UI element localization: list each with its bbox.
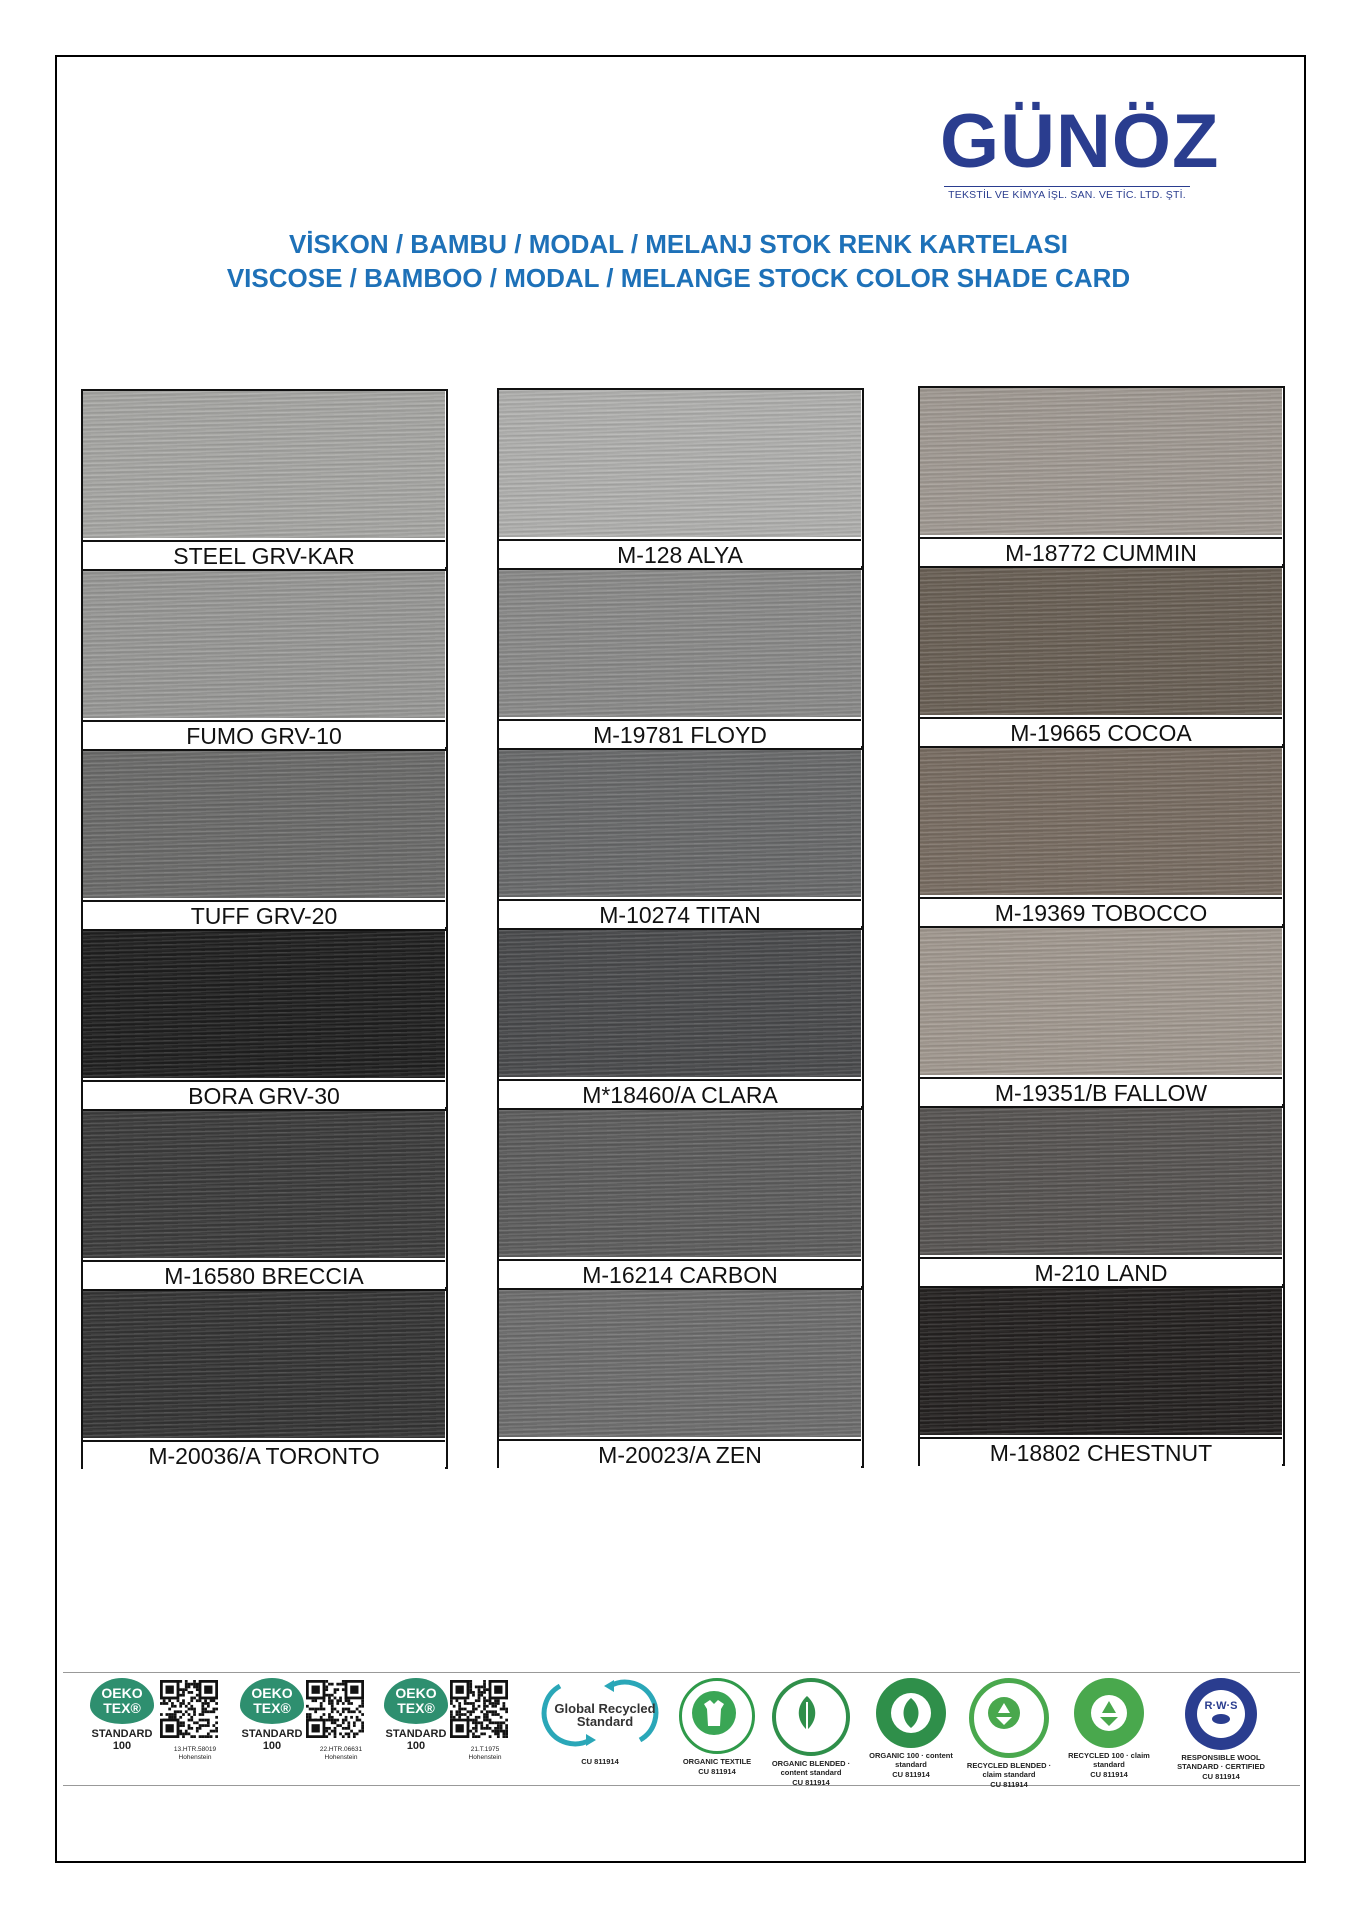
shade-card — [918, 566, 1285, 746]
rcs-blended-logo — [969, 1678, 1049, 1758]
shade-card — [81, 1289, 448, 1469]
gots-cu-code: CU 811914 — [698, 1767, 736, 1776]
shade-label: M-16580 BRECCIA — [83, 1260, 445, 1289]
ocs-blended-logo — [772, 1678, 850, 1756]
logo-wordmark: GÜNÖZ — [940, 99, 1220, 184]
shade-label: M-20023/A ZEN — [499, 1439, 861, 1468]
shade-card — [81, 389, 448, 569]
rcs-100-logo — [1074, 1678, 1144, 1748]
cert-strip-top-rule — [63, 1672, 1300, 1673]
logo-subtitle: TEKSTİL VE KİMYA İŞL. SAN. VE TİC. LTD. ŞTİ. — [944, 186, 1190, 201]
ocs-100-cu-code: CU 811914 — [892, 1770, 930, 1779]
shade-label: M-16214 CARBON — [499, 1259, 861, 1288]
qr-block-2 — [306, 1678, 376, 1784]
yarn-swatch — [83, 571, 445, 718]
leaf-icon — [876, 1678, 946, 1748]
recycle-icon — [1074, 1678, 1144, 1748]
yarn-swatch — [83, 1291, 445, 1438]
oeko-tex-badge-2 — [232, 1678, 312, 1784]
ocs-blended-title: ORGANIC BLENDED · content standard — [771, 1759, 851, 1777]
oeko-standard-label: STANDARD 100 — [385, 1728, 447, 1752]
shade-card — [918, 746, 1285, 926]
oeko-standard-label: STANDARD 100 — [91, 1728, 153, 1752]
oeko-standard-label: STANDARD 100 — [241, 1728, 303, 1752]
shade-label: M-19781 FLOYD — [499, 719, 861, 748]
gots-arc-text: ORGANIC TEXTILE — [682, 1757, 752, 1766]
ocs-100-badge — [866, 1678, 956, 1784]
shade-card — [918, 386, 1285, 566]
oeko-tex-logo: OEKO TEX® — [240, 1678, 304, 1724]
shade-label: M-128 ALYA — [499, 539, 861, 568]
shade-card — [81, 749, 448, 929]
rcs-100-cu-code: CU 811914 — [1090, 1770, 1128, 1779]
oeko-tex-logo: OEKO TEX® — [90, 1678, 154, 1724]
rws-center-label: R·W·S — [1204, 1700, 1238, 1712]
yarn-swatch — [920, 928, 1282, 1075]
ocs-100-logo — [876, 1678, 946, 1748]
shade-card — [497, 748, 864, 928]
yarn-swatch — [83, 751, 445, 898]
shade-card — [918, 1106, 1285, 1286]
yarn-swatch — [83, 1111, 445, 1258]
ocs-blended-cu-code: CU 811914 — [792, 1778, 830, 1787]
shade-card — [81, 569, 448, 749]
shade-label: M-19665 COCOA — [920, 717, 1282, 746]
yarn-swatch — [920, 1288, 1282, 1435]
yarn-swatch — [499, 570, 861, 717]
grs-title-line1: Global Recycled — [554, 1701, 656, 1716]
shade-label: M-210 LAND — [920, 1257, 1282, 1286]
rcs-blended-badge — [964, 1678, 1054, 1789]
cert-strip-bottom-rule — [63, 1785, 1300, 1786]
yarn-swatch — [920, 568, 1282, 715]
qr-code-icon — [450, 1680, 508, 1738]
rws-cu-code: CU 811914 — [1202, 1772, 1240, 1781]
rws-badge — [1166, 1678, 1276, 1784]
oeko-cert-code: 13.HTR.58019 Hohenstein — [173, 1746, 217, 1761]
shade-label: TUFF GRV-20 — [83, 900, 445, 929]
shade-card — [497, 1108, 864, 1288]
yarn-swatch — [499, 390, 861, 537]
gots-badge — [672, 1678, 762, 1784]
yarn-swatch — [499, 1290, 861, 1437]
leaf-icon — [776, 1682, 838, 1744]
gots-logo — [679, 1678, 755, 1754]
shade-label: M-20036/A TORONTO — [83, 1440, 445, 1469]
rcs-100-badge — [1064, 1678, 1154, 1784]
shade-label: M-18772 CUMMIN — [920, 537, 1282, 566]
qr-block-1 — [160, 1678, 230, 1784]
shade-label: M*18460/A CLARA — [499, 1079, 861, 1108]
yarn-swatch — [499, 930, 861, 1077]
yarn-swatch — [83, 391, 445, 538]
shade-card — [497, 388, 864, 568]
oeko-tex-badge-1 — [82, 1678, 162, 1784]
rcs-blended-title: RECYCLED BLENDED · claim standard — [966, 1761, 1052, 1779]
shade-card — [497, 1288, 864, 1468]
shade-card — [918, 926, 1285, 1106]
recycle-icon — [974, 1683, 1034, 1743]
shade-card — [81, 929, 448, 1109]
oeko-tex-badge-3 — [376, 1678, 456, 1784]
yarn-swatch — [499, 750, 861, 897]
shade-label: STEEL GRV-KAR — [83, 540, 445, 569]
oeko-cert-code: 21.T.1975 Hohenstein — [468, 1746, 502, 1761]
title-turkish: VİSKON / BAMBU / MODAL / MELANJ STOK RENK KARTELASI — [288, 229, 1069, 259]
shade-card — [81, 1109, 448, 1289]
ocs-blended-badge — [766, 1678, 856, 1787]
qr-block-3 — [450, 1678, 520, 1784]
yarn-swatch — [920, 1108, 1282, 1255]
shade-card — [918, 1286, 1285, 1466]
sheep-icon — [1208, 1712, 1234, 1726]
grs-title-line2: Standard — [576, 1714, 634, 1729]
company-logo — [940, 99, 1220, 201]
shade-label: M-18802 CHESTNUT — [920, 1437, 1282, 1466]
qr-code-icon — [160, 1680, 218, 1738]
oeko-tex-logo: OEKO TEX® — [384, 1678, 448, 1724]
shade-label: M-19351/B FALLOW — [920, 1077, 1282, 1106]
rcs-100-title: RECYCLED 100 · claim standard — [1068, 1751, 1150, 1769]
ocs-100-title: ORGANIC 100 · content standard — [869, 1751, 953, 1769]
yarn-swatch — [920, 748, 1282, 895]
rws-logo — [1185, 1678, 1257, 1750]
shade-card — [497, 928, 864, 1108]
shade-label: M-10274 TITAN — [499, 899, 861, 928]
yarn-swatch — [920, 388, 1282, 535]
shirt-icon — [679, 1678, 749, 1748]
rws-title: RESPONSIBLE WOOL STANDARD · CERTIFIED — [1177, 1753, 1265, 1771]
oeko-cert-code: 22.HTR.06631 Hohenstein — [319, 1746, 363, 1761]
shade-label: M-19369 TOBOCCO — [920, 897, 1282, 926]
qr-code-icon — [306, 1680, 364, 1738]
shade-label: FUMO GRV-10 — [83, 720, 445, 749]
grs-badge — [530, 1678, 670, 1784]
title-english: VISCOSE / BAMBOO / MODAL / MELANGE STOCK COLOR SHADE CARD — [226, 263, 1131, 293]
rcs-blended-cu-code: CU 811914 — [990, 1780, 1028, 1789]
yarn-swatch — [499, 1110, 861, 1257]
shade-label: BORA GRV-30 — [83, 1080, 445, 1109]
grs-cu-code: CU 811914 — [581, 1757, 619, 1766]
shade-card — [497, 568, 864, 748]
yarn-swatch — [83, 931, 445, 1078]
